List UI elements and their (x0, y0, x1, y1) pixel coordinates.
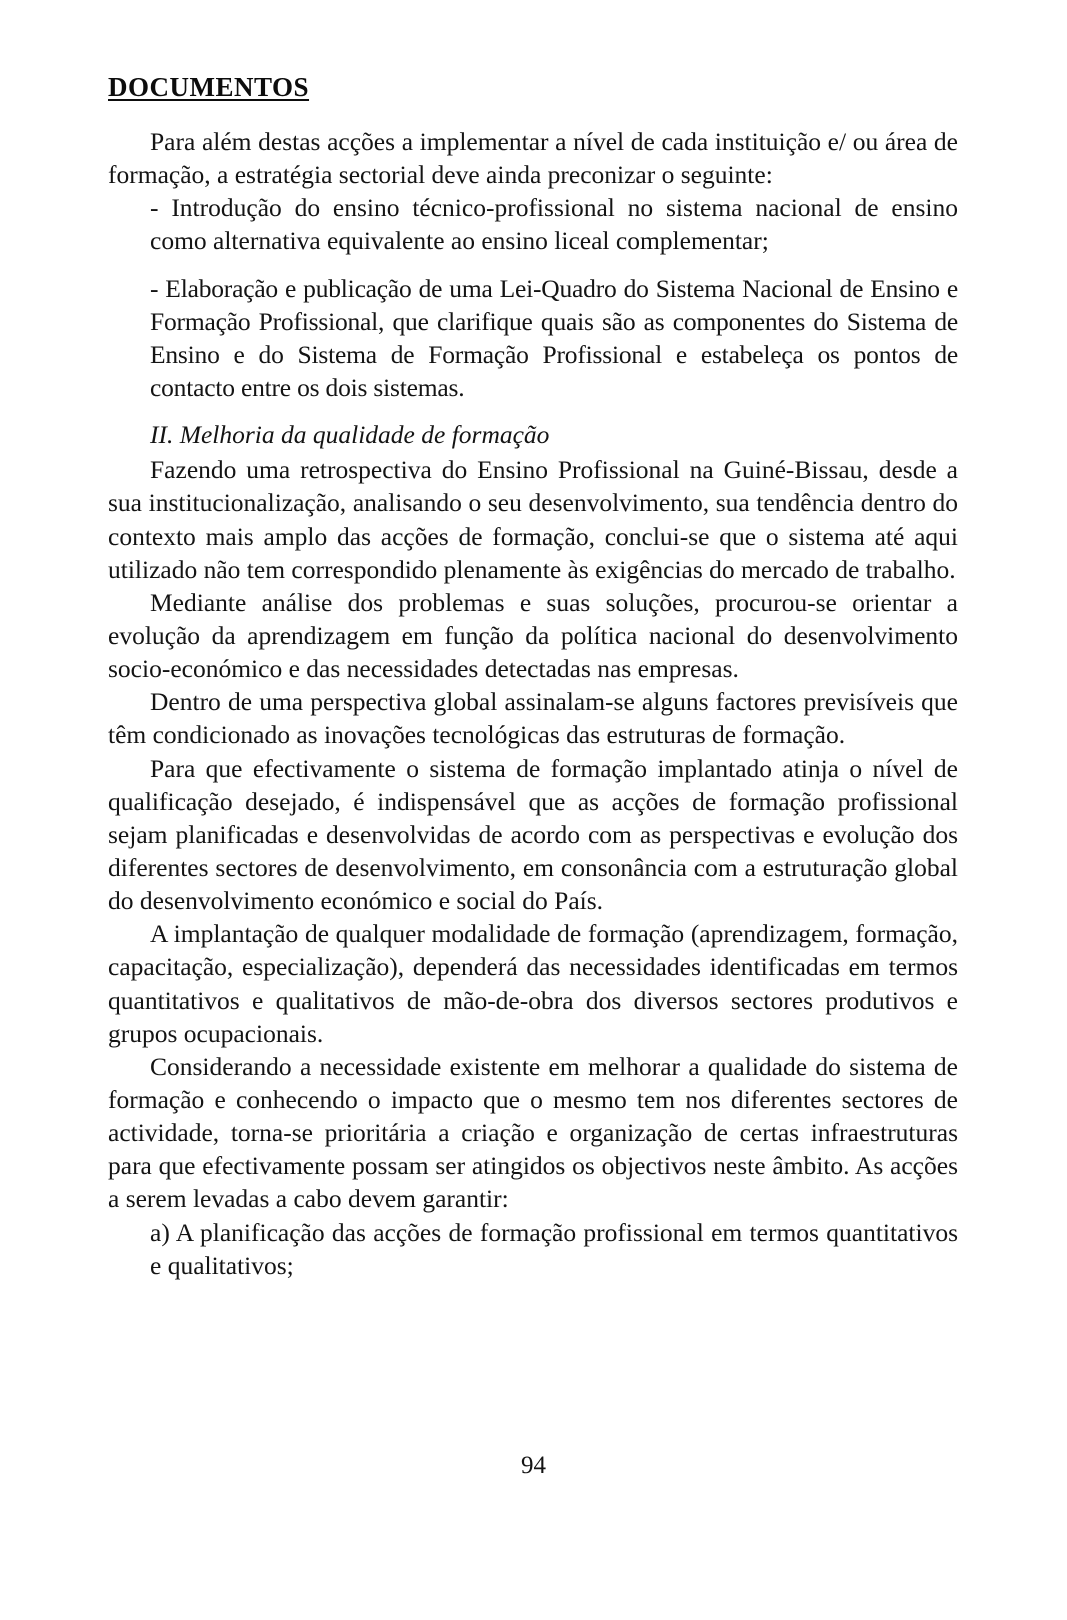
paragraph-3: Dentro de uma perspectiva global assinalam-se alguns factores previsíveis que têm condicionado as inovações tecnológicas das estruturas de formação. (108, 687, 958, 750)
paragraph-intro: Para além destas acções a implementar a nível de cada instituição e/ ou área de formação, a estratégia sectorial deve ainda preconizar o seguinte: (108, 127, 958, 190)
page-content (108, 72, 958, 1282)
section-heading-ii: II. Melhoria da qualidade de formação (150, 420, 550, 450)
paragraph-5: A implantação de qualquer modalidade de formação (aprendizagem, formação, capacitação, especialização), dependerá das necessidades identificadas em termos quantitativos e qualitativos de mão-de-obra dos diversos sectores produtivos e grupos ocupacionais. (108, 919, 958, 1048)
paragraph-4: Para que efectivamente o sistema de formação implantado atinja o nível de qualificação desejado, é indispensável que as acções de formação profissional sejam planificadas e desenvolvidas de acordo com as perspectivas e evolução dos diferentes sectores de desenvolvimento, em consonância com a estruturação global do desenvolvimento económico e social do País. (108, 753, 958, 916)
list-item-a: a) A planificação das acções de formação profissional em termos quantitativos e qualitativos; (150, 1217, 958, 1280)
paragraph-2: Mediante análise dos problemas e suas soluções, procurou-se orientar a evolução da aprendizagem em função da política nacional do desenvolvimento socio-económico e das necessidades detectadas nas empresas. (108, 587, 958, 684)
page-number: 94 (521, 1452, 546, 1479)
paragraph-6: Considerando a necessidade existente em melhorar a qualidade do sistema de formação e conhecendo o impacto que o mesmo tem nos diferentes sectores de actividade, torna-se prioritária a criação e organização de certas infraestruturas para que efectivamente possam ser atingidos os objectivos neste âmbito. As acções a serem levadas a cabo devem garantir: (108, 1051, 958, 1214)
paragraph-1: Fazendo uma retrospectiva do Ensino Profissional na Guiné-Bissau, desde a sua institucionalização, analisando o seu desenvolvimento, sua tendência dentro do contexto mais amplo das acções de formação, conclui-se que o sistema até aqui utilizado não tem correspondido plenamente às exigências do mercado de trabalho. (108, 455, 958, 584)
list-item-bullet-1: - Introdução do ensino técnico-profissional no sistema nacional de ensino como alternativa equivalente ao ensino liceal complementar; (150, 193, 958, 256)
list-item-bullet-2: - Elaboração e publicação de uma Lei-Quadro do Sistema Nacional de Ensino e Formação Profissional, que clarifique quais são as componentes do Sistema de Ensino e do Sistema de Formação Profissional e estabeleça os pontos de contacto entre os dois sistemas. (150, 273, 958, 402)
page-title: DOCUMENTOS (108, 72, 310, 102)
